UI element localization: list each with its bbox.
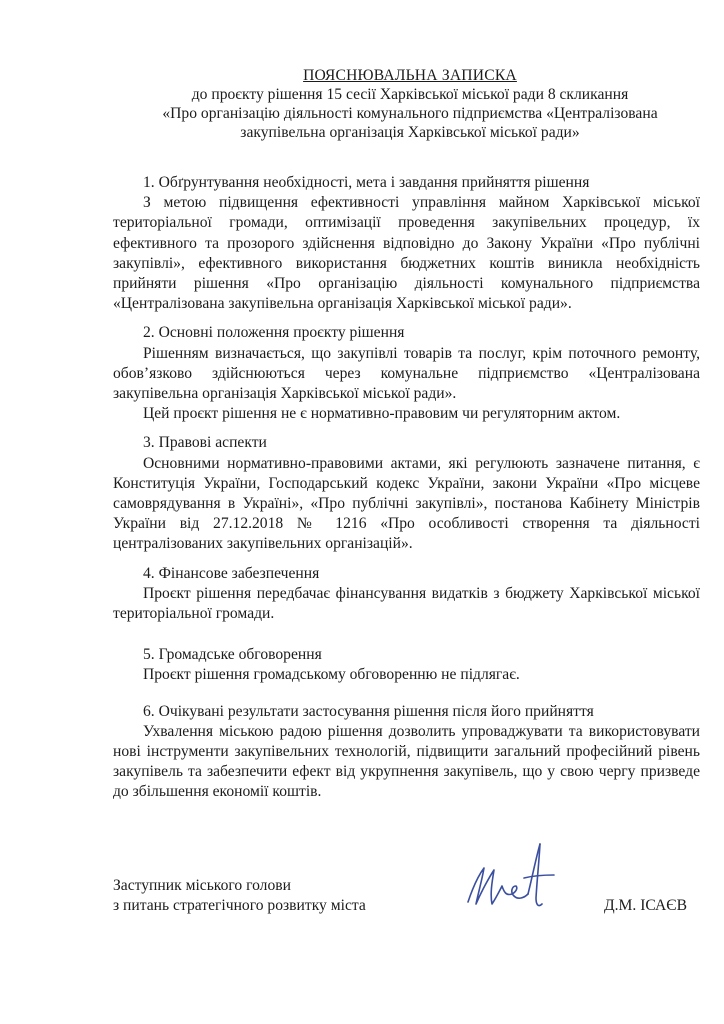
section-paragraph: Цей проєкт рішення не є нормативно-правовим чи регуляторним актом. — [143, 405, 621, 423]
signatory-position-line-2: з питань стратегічного розвитку міста — [113, 897, 366, 914]
section-paragraph: Проєкт рішення передбачає фінансування видатків з бюджету Харківської міської територіальної громади. — [113, 584, 700, 623]
section-3 — [113, 433, 700, 554]
section-2 — [113, 323, 700, 424]
section-5 — [113, 645, 700, 685]
section-heading: 4. Фінансове забезпечення — [143, 564, 320, 582]
section-1 — [113, 173, 700, 314]
signatory-position — [113, 876, 366, 916]
header-line-2: «Про організацію діяльності комунального підприємства «Централізована — [162, 105, 658, 122]
section-heading: 1. Обґрунтування необхідності, мета і завдання прийняття рішення — [143, 174, 590, 191]
signatory-name: Д.М. ІСАЄВ — [604, 897, 687, 914]
section-heading: 2. Основні положення проєкту рішення — [143, 324, 405, 342]
header-line-1: до проєкту рішення 15 сесії Харківської міської ради 8 скликання — [191, 86, 629, 103]
header-line-3: закупівельна організація Харківської міської ради» — [240, 124, 580, 141]
section-heading: 6. Очікувані результати застосування рішення після його прийняття — [143, 702, 594, 720]
section-paragraph: Основними нормативно-правовими актами, які регулюють зазначене питання, є Конституція України, Господарський кодекс України, закони України «Про місцеве самоврядування в Україні», «Про публічні закупівлі», постанова Кабінету Міністрів України від 27.12.2018 № 1216 «Про особливості створення та діяльності централізованих закупівельних організацій». — [113, 454, 700, 553]
document-title: ПОЯСНЮВАЛЬНА ЗАПИСКА — [303, 67, 517, 84]
section-paragraph: Проєкт рішення громадському обговоренню не підлягає. — [143, 666, 520, 684]
section-paragraph: З метою підвищення ефективності управління майном Харківської міської територіальної громади, оптимізації проведення закупівельних процедур, їх ефективного та прозорого здійснення відповідно до Закону України «Про публічні закупівлі», ефективного використання бюджетних коштів виникла необхідність прийняти рішення «Про організацію діяльності комунального підприємства «Централізована закупівельна організація Харківської міської ради». — [113, 194, 700, 313]
handwritten-signature — [462, 838, 562, 920]
document-body — [113, 173, 700, 803]
document-header — [110, 66, 710, 142]
section-heading: 3. Правові аспекти — [143, 434, 267, 452]
section-paragraph: Рішенням визначається, що закупівлі товарів та послуг, крім поточного ремонту, обов’язково здійснюються через комунальне підприємство «Централізована закупівельна організація Харківської міської ради». — [113, 344, 700, 403]
signatory-position-line-1: Заступник міського голови — [113, 877, 291, 894]
section-paragraph: Ухвалення міською радою рішення дозволить упроваджувати та використовувати нові інструменти закупівельних технологій, підвищити загальний професійний рівень закупівель та забезпечити ефект від укрупнення закупівель, що у свою чергу призведе до збільшення економії коштів. — [113, 722, 700, 801]
section-6 — [113, 702, 700, 803]
section-4 — [113, 564, 700, 625]
section-heading: 5. Громадське обговорення — [143, 646, 322, 664]
